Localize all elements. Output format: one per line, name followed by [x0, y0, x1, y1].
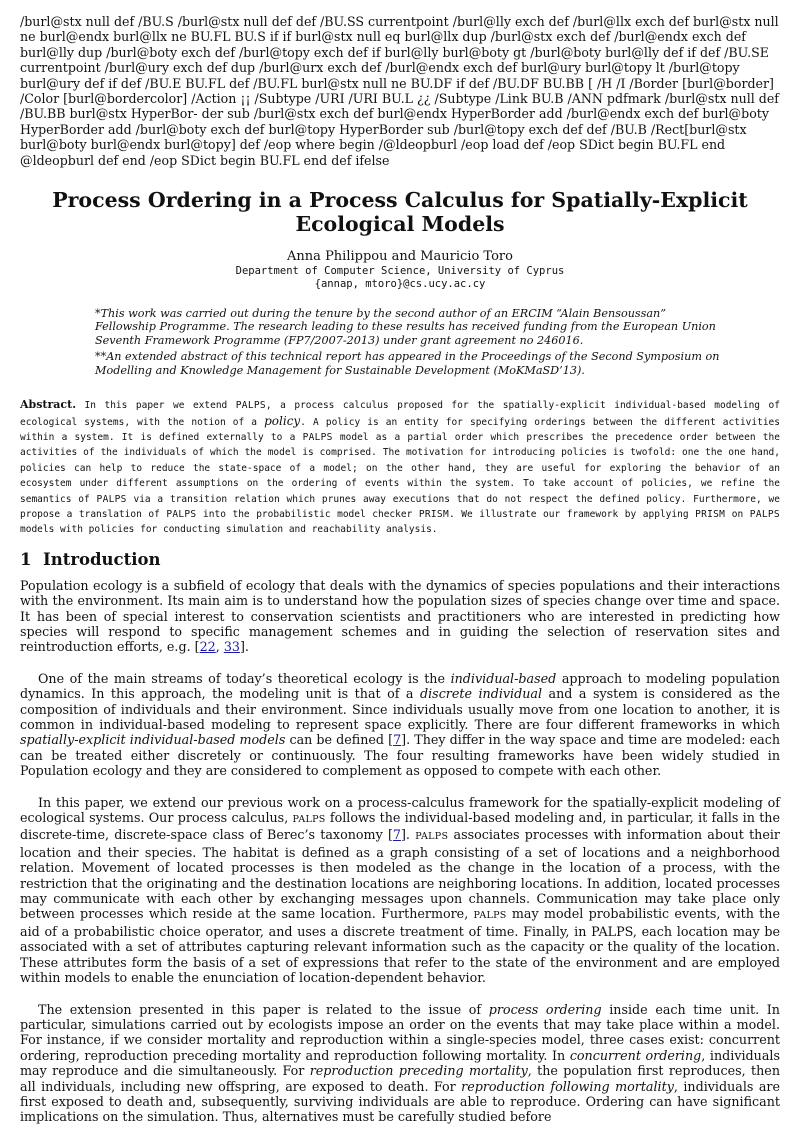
postscript-header-text: /burl@stx null def /BU.S /burl@stx null def def /BU.SS currentpoint /burl@lly exch def /burl@llx exch def burl@stx null ne burl@endx burl@llx ne BU.FL BU.S if if burl@stx null eq burl@llx dup /burl@stx exch def /burl@endx exch def burl@lly dup /burl@boty exch def /burl@topy exch def if burl@lly burl@boty gt /burl@boty burl@lly def if def /BU.SE currentpoint /burl@ury exch def dup /burl@urx exch def /burl@endx exch def burl@ury burl@topy lt /burl@topy burl@ury def if def /BU.E BU.FL def /BU.FL burl@stx null ne BU.DF if def /BU.DF BU.BB [ /H /I /Border [burl@border] /Color [burl@bordercolor] /Action ¡¡ /Subtype /URI /URI BU.L ¿¿ /Subtype /Link BU.B /ANN pdfmark /burl@stx null def /BU.BB burl@stx HyperBor- der sub /burl@stx exch def burl@endx HyperBorder add /burl@endx exch def burl@boty HyperBorder add /burl@boty exch def burl@topy HyperBorder sub /burl@topy exch def def /BU.B /Rect[burl@stx burl@boty burl@endx burl@topy] def /eop where begin /@ldeopburl /eop load def /eop SDict begin BU.FL end @ldeopburl def end /eop SDict begin BU.FL end def ifelse [20, 14, 779, 168]
funding-note: *This work was carried out during the tenure by the second author of an ERCIM “Alain Bensoussan” Fellowship Programme. The research leading to these results has received funding from the European Union Seventh Framework Programme (FP7/2007-2013) under grant agreement no 246016. [95, 307, 716, 347]
citation-7[interactable]: 7 [392, 827, 401, 843]
author-email: {annap, mtoro}@cs.ucy.ac.cy [314, 278, 486, 291]
abstract-label: Abstract. [20, 398, 77, 412]
intro-paragraph-1: Population ecology is a subfield of ecology that deals with the dynamics of species populations and their interactions with the environment. Its main aim is to understand how the population sizes of species change over time and space. It has been of special interest to conservation scientists and practitioners who are interested in predicting how species will respond to specific management schemes and in guiding the selection of reservation sites and reintroduction efforts, e.g. [22, 33]. [20, 577, 780, 655]
intro-paragraph-2: One of the main streams of today’s theoretical ecology is the individual-based approach to modeling population dynamics. In this approach, the modeling unit is that of a discrete individual and a system is considered as the composition of individuals and their environment. Since individuals usually move from one location to another, it is common in individual-based modeling to represent space explicitly. There are four different frameworks in which spatially-explicit individual-based models can be defined [7]. They differ in the way space and time are modeled: each can be treated either discretely or continuously. The four resulting frameworks have been widely studied in Population ecology and they are considered to complement as opposed to compete with each other. [20, 670, 780, 779]
palps-term: PALPS [235, 400, 266, 412]
policy-term: policy [264, 413, 301, 428]
extended-abstract-note: **An extended abstract of this technical report has appeared in the Proceedings of the Second Symposium on Modelling and Knowledge Management for Sustainable Development (MoKMaSD’13). [95, 350, 720, 377]
citation-33[interactable]: 33 [223, 639, 240, 655]
prism-term: PRISM [418, 508, 449, 520]
intro-paragraph-4: The extension presented in this paper is related to the issue of process ordering inside each time unit. In particular, simulations carried out by ecologists impose an order on the events that may take place within a model. For instance, if we consider mortality and reproduction within a single-species model, three cases exist: concurrent ordering, reproduction preceding mortality and reproduction following mortality. In concurrent ordering, individuals may reproduce and die simultaneously. For reproduction preceding mortality, the population first reproduces, then all individuals, including new offspring, are exposed to death. For reproduction following mortality, individuals are first exposed to death and, subsequently, surviving individuals are able to reproduce. Ordering can have significant implications on the simulation. Thus, alternatives must be carefully studied before [20, 1001, 780, 1125]
citation-22[interactable]: 22 [199, 639, 216, 655]
abstract: Abstract. In this paper we extend PALPS, a process calculus proposed for the spatially-explicit individual-based modeling of ecological systems, with the notion of a policy. A policy is an entity for specifying orderings between the different activities within a system. It is defined externally to a PALPS model as a partial order which prescribes the precedence order between the activities of the individuals of which the model is comprised. The motivation for introducing policies is twofold: one the one hand, policies can help to reduce the state-space of a model; on the other hand, they are useful for exploring the behavior of an ecosystem under different assumptions on the ordering of events within the system. To take account of policies, we refine the semantics of PALPS via a transition relation which prunes away executions that do not respect the defined policy. Furthermore, we propose a translation of PALPS into the probabilistic model checker PRISM. We illustrate our framework by applying PRISM on PALPS models with policies for conducting simulation and reachability analysis. [20, 398, 780, 536]
citation-7[interactable]: 7 [393, 732, 402, 748]
intro-paragraph-3: In this paper, we extend our previous work on a process-calculus framework for the spatially-explicit modeling of ecological systems. Our process calculus, PALPS follows the individual-based modeling and, in particular, it falls in the discrete-time, discrete-space class of Berec’s taxonomy [7]. PALPS associates processes with information about their location and their species. The habitat is defined as a graph consisting of a set of locations and a neighborhood relation. Movement of located processes is then modeled as the change in the location of a process, with the restriction that the originating and the destination locations are neighboring locations. In addition, located processes may communicate with each other by exchanging messages upon channels. Communication may take place only between processes which reside at the same location. Furthermore, PALPS may model probabilistic events, with the aid of a probabilistic choice operator, and uses a discrete treatment of time. Finally, in PALPS, each location may be associated with a set of attributes capturing relevant information such as the capacity or the quality of the location. These attributes form the basis of a set of expressions that refer to the state of the environment and are employed within models to enable the enunciation of location-dependent behavior. [20, 794, 780, 986]
paper-title: Process Ordering in a Process Calculus for Spatially-Explicit Ecological Models [52, 188, 748, 237]
paper-authors: Anna Philippou and Mauricio Toro [287, 249, 513, 265]
paper-page [20, 14, 780, 1125]
footnotes [95, 307, 725, 377]
section-heading-introduction: 1 Introduction [20, 549, 161, 569]
author-affiliation: Department of Computer Science, University of Cyprus [235, 265, 565, 278]
